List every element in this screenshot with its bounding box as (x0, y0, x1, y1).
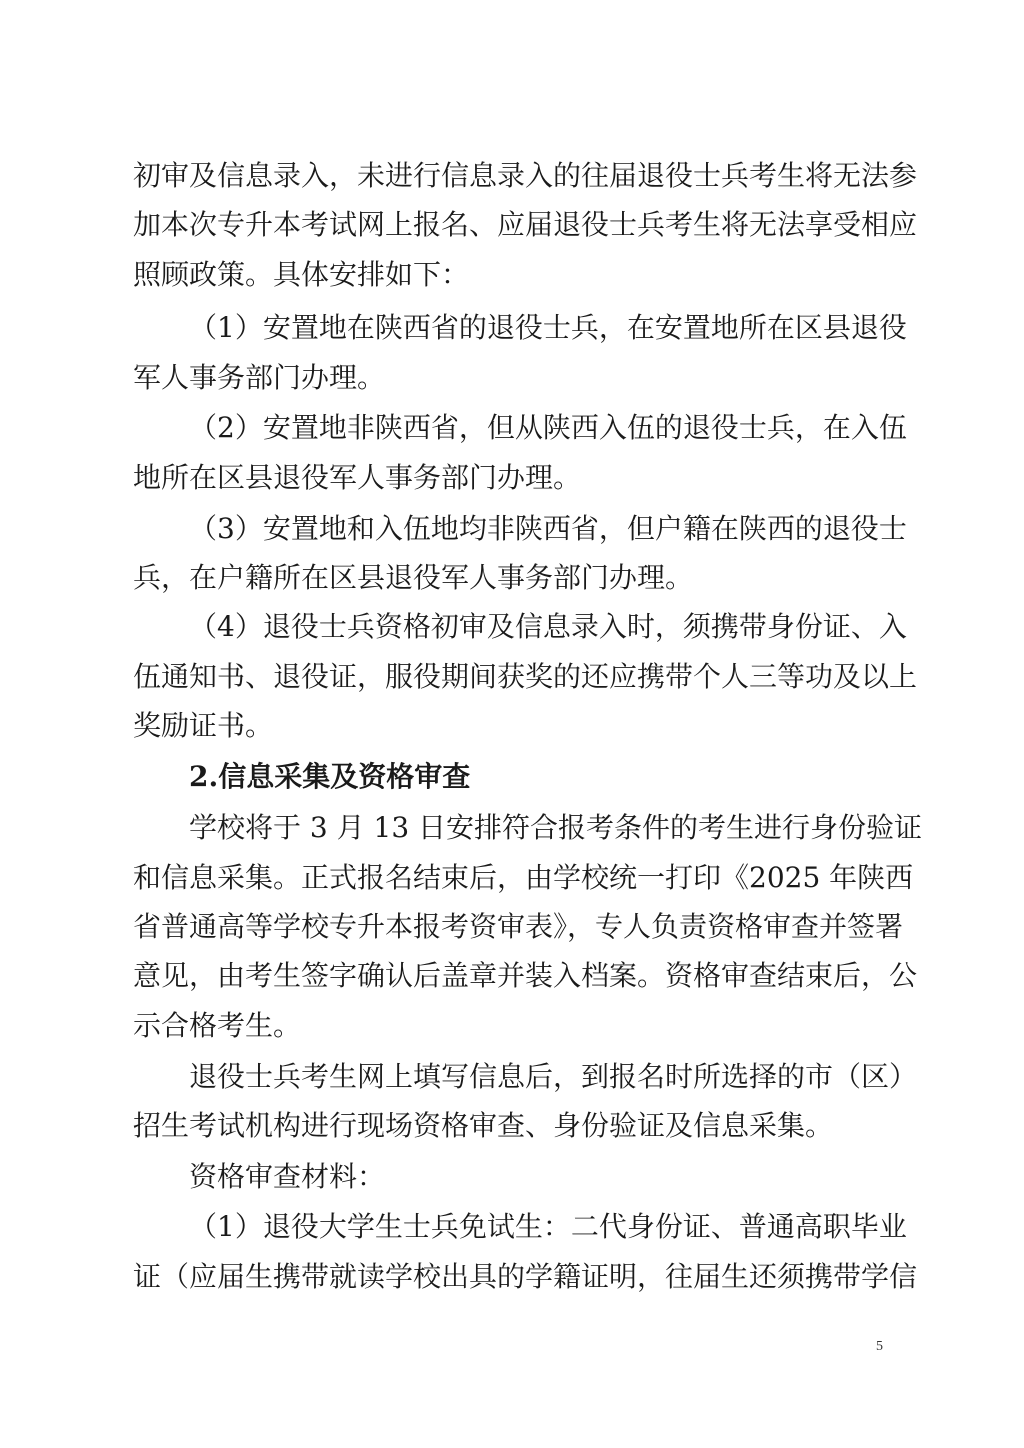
list-item-line: 奖励证书。 (133, 709, 274, 742)
paragraph-line: 加本次专升本考试网上报名、应届退役士兵考生将无法享受相应 (133, 208, 918, 241)
paragraph-line: 退役士兵考生网上填写信息后，到报名时所选择的市（区） (189, 1060, 918, 1093)
paragraph-line: 照顾政策。具体安排如下： (133, 258, 470, 291)
list-item-line: （1）退役大学生士兵免试生：二代身份证、普通高职毕业 (189, 1210, 907, 1243)
paragraph-line: 示合格考生。 (133, 1009, 302, 1042)
list-item-line: 地所在区县退役军人事务部门办理。 (133, 461, 582, 494)
paragraph-line: 省普通高等学校专升本报考资审表》，专人负责资格审查并签署 (133, 910, 904, 943)
list-item-line: 证（应届生携带就读学校出具的学籍证明，往届生还须携带学信 (133, 1260, 918, 1293)
paragraph-line: 和信息采集。正式报名结束后，由学校统一打印《2025 年陕西 (133, 861, 914, 894)
section-heading: 2.信息采集及资格审查 (189, 760, 471, 793)
list-item-line: 伍通知书、退役证，服役期间获奖的还应携带个人三等功及以上 (133, 660, 918, 693)
paragraph-line: 资格审查材料： (189, 1160, 386, 1193)
list-item-line: （3）安置地和入伍地均非陕西省，但户籍在陕西的退役士 (189, 512, 907, 545)
list-item-line: （1）安置地在陕西省的退役士兵，在安置地所在区县退役 (189, 311, 907, 344)
paragraph-line: 初审及信息录入，未进行信息录入的往届退役士兵考生将无法参 (133, 159, 918, 192)
list-item-line: （4）退役士兵资格初审及信息录入时，须携带身份证、入 (189, 610, 907, 643)
paragraph-line: 意见，由考生签字确认后盖章并装入档案。资格审查结束后，公 (133, 959, 918, 992)
list-item-line: 军人事务部门办理。 (133, 361, 386, 394)
page-number: 5 (876, 1339, 883, 1354)
list-item-line: 兵，在户籍所在区县退役军人事务部门办理。 (133, 561, 694, 594)
paragraph-line: 招生考试机构进行现场资格审查、身份验证及信息采集。 (133, 1109, 834, 1142)
paragraph-line: 学校将于 3 月 13 日安排符合报考条件的考生进行身份验证 (189, 811, 923, 844)
list-item-line: （2）安置地非陕西省，但从陕西入伍的退役士兵，在入伍 (189, 411, 907, 444)
